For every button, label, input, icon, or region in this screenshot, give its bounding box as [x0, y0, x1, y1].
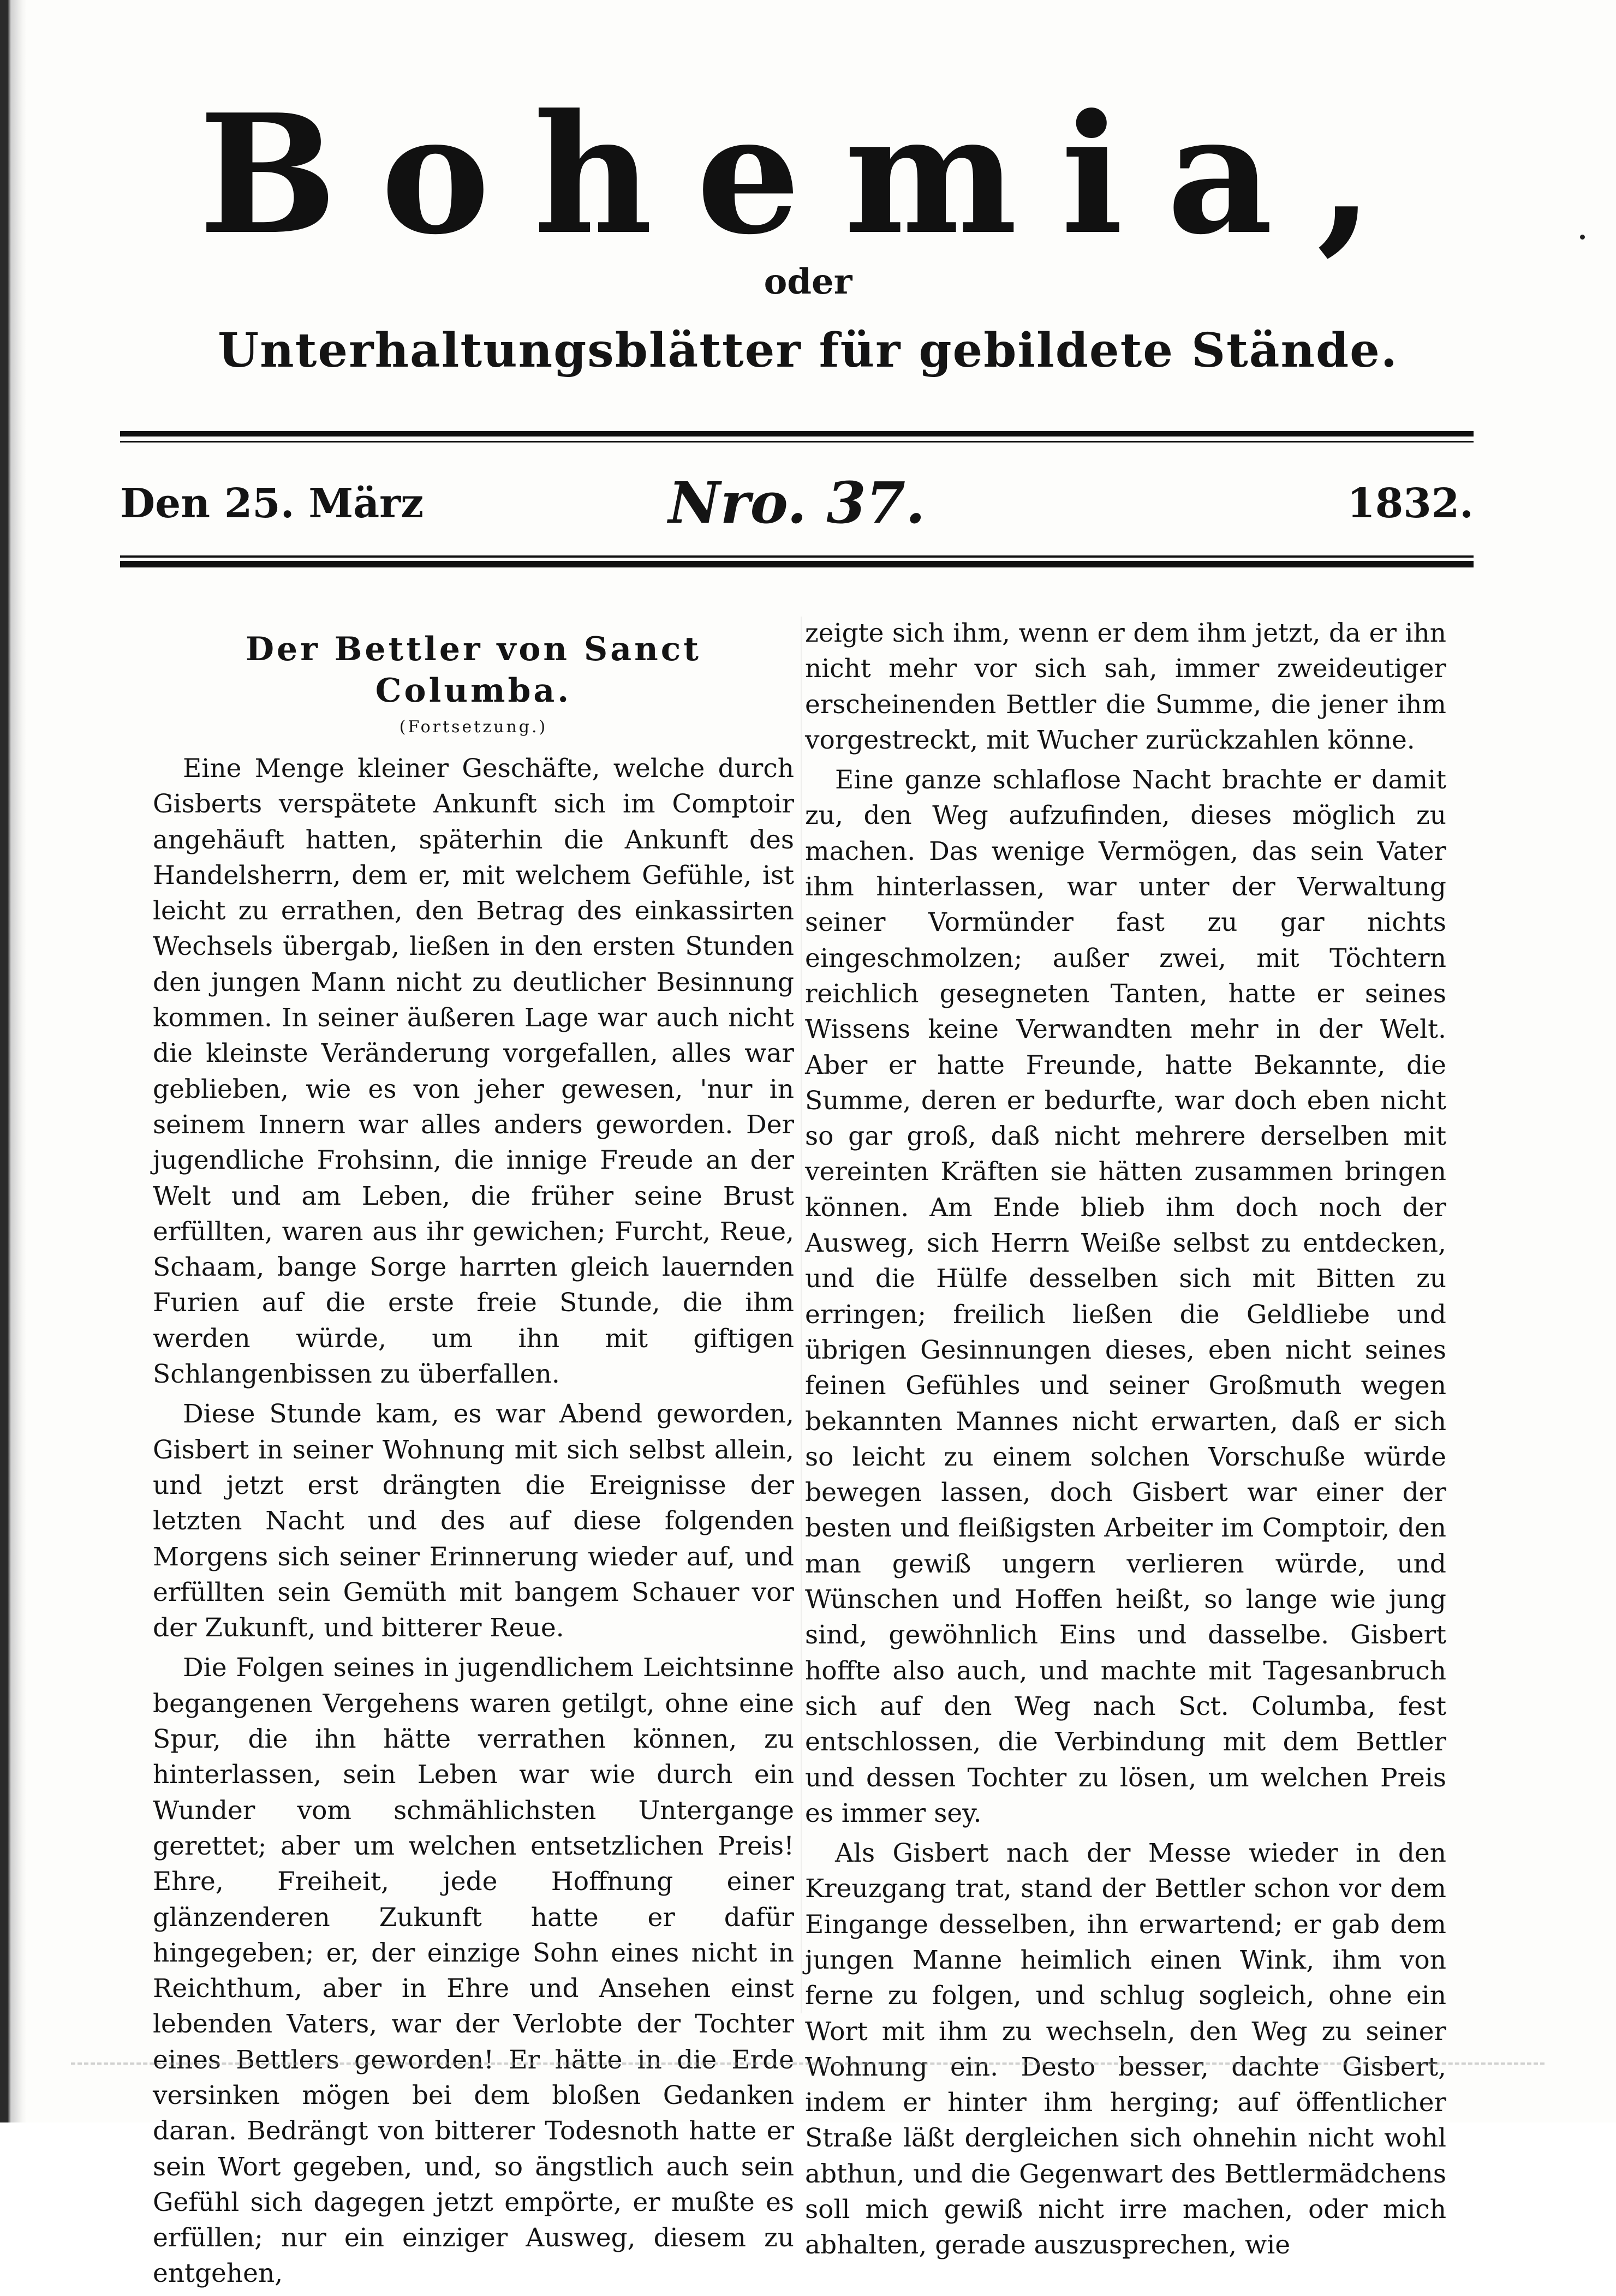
bottom-edge-artifact — [71, 2062, 1545, 2068]
issue-date: Den 25. März — [120, 480, 424, 527]
dateline-rule-thin — [120, 555, 1474, 558]
paragraph: Diese Stunde kam, es war Abend geworden, Gisbert in seiner Wohnung mit sich selbst allein, und jetzt erst drängten die Ereignisse der letzten Nacht und des auf diese folgenden Morgens sich seiner Erinnerung wieder auf, und erfüllten sein Gemüth mit bangem Schauer vor der Zukunft, und bitterer Reue. — [153, 1399, 794, 1643]
masthead-oder: oder — [764, 261, 852, 302]
right-column — [805, 615, 1446, 2268]
left-column — [153, 611, 794, 2296]
issue-number: Nro. 37. — [668, 469, 926, 536]
article-subtitle: (Fortsetzung.) — [399, 717, 548, 737]
scan-speck — [1580, 235, 1585, 240]
paragraph: Die Folgen seines in jugendlichem Leichtsinne begangenen Vergehens waren getilgt, ohne eine Spur, die ihn hätte verrathen können, zu hinterlassen, sein Leben war wie durch ein Wunder vom schmählichsten Untergange gerettet; aber um welchen entsetzlichen Preis! Ehre, Freiheit, jede Hoffnung einer glänzenderen Zukunft hatte er dafür hingegeben; er, der einzige Sohn eines nicht in Reichthum, aber in Ehre und Ansehen einst lebenden Vaters, war der Verlobte der Tochter eines Bettlers geworden! Er hätte in die Erde versinken mögen bei dem bloßen Gedanken daran. Bedrängt von bitterer Todesnoth hatte er sein Wort gegeben, und, so ängstlich auch sein Gefühl sich dagegen jetzt empörte, er mußte es erfüllen; nur ein einziger Ausweg, diesem zu entgehen, — [153, 1653, 794, 2289]
header-rule-thin — [120, 441, 1474, 443]
paragraph: zeigte sich ihm, wenn er dem ihm jetzt, da er ihn nicht mehr vor sich sah, immer zweideutiger erscheinenden Bettler die Summe, die jener ihm vorgestreckt, mit Wucher zurückzahlen könne. — [805, 618, 1446, 755]
paragraph: Eine Menge kleiner Geschäfte, welche durch Gisberts verspätete Ankunft sich im Comptoir angehäuft hatten, späterhin die Ankunft des Handelsherrn, dem er, mit welchem Gefühle, ist leicht zu errathen, den Betrag des einkassirten Wechsels übergab, ließen in den ersten Stunden den jungen Mann nicht zu deutlicher Besinnung kommen. In seiner äußeren Lage war auch nicht die kleinste Veränderung vorgefallen, alles war geblieben, wie es von jeher gewesen, 'nur in seinem Innern war alles anders geworden. Der jugendliche Frohsinn, die innige Freude an der Welt und am Leben, die früher seine Brust erfüllten, waren aus ihr gewichen; Furcht, Reue, Schaam, bange Sorge harrten gleich lauernden Furien auf die erste freie Stunde, die ihm werden würde, um ihn mit giftigen Schlangenbissen zu überfallen. — [153, 754, 794, 1390]
paragraph: Eine ganze schlaflose Nacht brachte er damit zu, den Weg aufzufinden, dieses möglich zu machen. Das wenige Vermögen, das sein Vater ihm hinterlassen, war unter der Verwaltung seiner Vormünder fast zu gar nichts eingeschmolzen; außer zwei, mit Töchtern reichlich gesegneten Tanten, hatte er seines Wissens keine Verwandten mehr in der Welt. Aber er hatte Freunde, hatte Bekannte, die Summe, deren er bedurfte, war doch eben nicht so gar groß, daß nicht mehrere derselben mit vereinten Kräften sie hätten zusammen bringen können. Am Ende blieb ihm doch noch der Ausweg, sich Herrn Weiße selbst zu entdecken, und die Hülfe desselben sich mit Bitten zu erringen; freilich ließen die Geldliebe und übrigen Gesinnungen dieses, eben nicht seines feinen Gefühles und seiner Großmuth wegen bekannten Mannes nicht erwarten, daß er sich so leicht zu einem solchen Vorschuße würde bewegen lassen, doch Gisbert war einer der besten und fleißigsten Arbeiter im Comptoir, den man gewiß ungern verlieren würde, und Wünschen und Hoffen heißt, so lange wie jung sind, gewöhnlich Eins und dasselbe. Gisbert hoffte also auch, und machte mit Tagesanbruch sich auf den Weg nach Sct. Columba, fest entschlossen, die Verbindung mit dem Bettler und dessen Tochter zu lösen, um welchen Preis es immer sey. — [805, 765, 1446, 1828]
issue-year: 1832. — [1347, 480, 1474, 527]
column-divider — [801, 617, 802, 2013]
dateline — [120, 469, 1474, 535]
page-binding-edge — [0, 0, 26, 2122]
paragraph: Als Gisbert nach der Messe wieder in den Kreuzgang trat, stand der Bettler schon vor dem Eingange desselben, ihn erwartend; er gab dem jungen Manne heimlich einen Wink, ihm von ferne zu folgen, und schlug sogleich, ohne ein Wort mit ihm zu wechseln, den Weg zu seiner Wohnung ein. Desto besser, dachte Gisbert, indem er hinter ihm herging; auf öffentlicher Straße läßt dergleichen sich ohnehin nicht wohl abthun, und die Gegenwart des Bettlermädchens soll mich gewiß nicht irre machen, oder mich abhalten, gerade auszusprechen, wie — [805, 1838, 1446, 2261]
masthead-title: Bohemia, — [199, 78, 1417, 271]
dateline-rule-thick — [120, 561, 1474, 567]
article-title: Der Bettler von Sanct Columba. — [246, 630, 701, 710]
masthead-subtitle: Unterhaltungsblätter für gebildete Stände. — [218, 323, 1398, 378]
header-rule-thick — [120, 431, 1474, 437]
